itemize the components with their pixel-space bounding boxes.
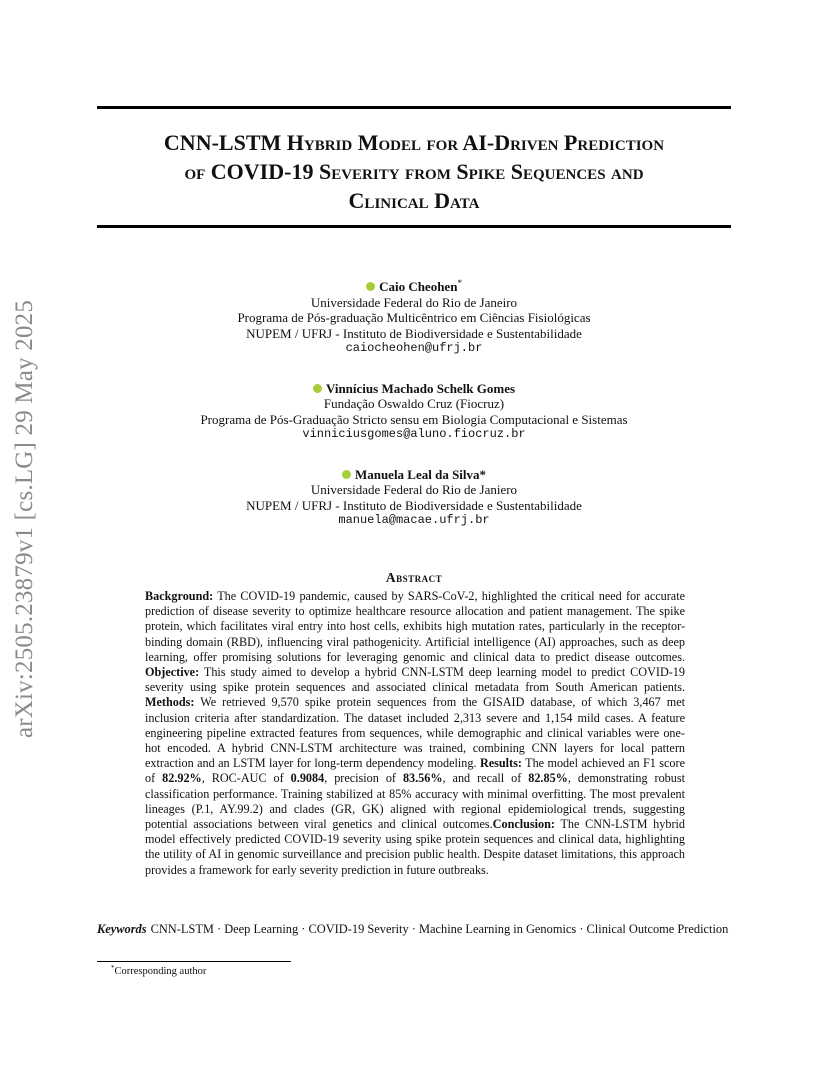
author-block (97, 467, 731, 529)
affiliation: Fundação Oswaldo Cruz (Fiocruz) (323, 396, 505, 411)
affiliation: NUPEM / UFRJ - Instituto de Biodiversidade e Sustentabilidade (246, 497, 582, 513)
keywords-text: CNN-LSTM · Deep Learning · COVID-19 Severity · Machine Learning in Genomics · Clinical Outcome Prediction (150, 922, 729, 936)
orcid-icon[interactable] (366, 282, 375, 291)
corresponding-mark: * (457, 278, 462, 288)
orcid-icon[interactable] (313, 384, 322, 393)
affiliation: Universidade Federal do Rio de Janeiro (310, 294, 518, 310)
title-line-3: Clinical Data (348, 188, 480, 213)
arxiv-identifier: arXiv:2505.23879v1 [cs.LG] 29 May 2025 (11, 299, 38, 739)
abstract-body (145, 589, 685, 878)
f1-score: 82.92% (162, 771, 202, 786)
methods-text: We retrieved 9,570 spike protein sequences from the GISAID database, of which 3,467 met inclusion criteria after standardization. The dataset included 2,313 severe and 1,154 mild cases. A feature engineering pipeline extracted features from sequences, while demographic and clinical variables were one-hot encoded. A hybrid CNN-LSTM architecture was trained, combining CNN layers for local pattern extraction and an LSTM layer for long-term dependency modeling. (145, 695, 685, 771)
title-bottom-rule (97, 225, 731, 228)
author-name: Caio Cheohen (379, 279, 458, 294)
results-text: The model achieved an F1 score of (145, 756, 685, 786)
affiliation: NUPEM / UFRJ - Instituto de Biodiversidade e Sustentabilidade (246, 325, 582, 341)
results-text: , precision of (324, 771, 403, 786)
affiliation: Programa de Pós-graduação Multicêntrico em Ciências Fisiológicas (237, 310, 591, 325)
author-name: Manuela Leal da Silva* (354, 466, 487, 482)
keywords-section (97, 922, 737, 937)
conclusion-text: The CNN-LSTM hybrid model effectively predicted COVID-19 severity using spike protein sequences and clinical data, highlighting the utility of AI in genomic surveillance and precision public health. Despite dataset limitations, this approach provides a framework for early severity prediction in future outbreaks. (145, 817, 685, 877)
roc-auc-score: 0.9084 (290, 771, 325, 786)
author-email[interactable]: manuela@macae.ufrj.br (338, 513, 490, 527)
title-top-rule (97, 106, 731, 109)
author-name: Vinnícius Machado Schelk Gomes (325, 380, 516, 396)
background-label: Background: (145, 589, 214, 603)
arxiv-sidebar (2, 280, 48, 758)
methods-label: Methods: (145, 695, 195, 710)
results-text: , ROC-AUC of (201, 771, 291, 786)
footnote (111, 964, 206, 977)
footnote-mark: * (111, 964, 115, 972)
author-block (97, 276, 731, 357)
keywords-label: Keywords (97, 922, 147, 936)
footnote-rule (97, 961, 291, 962)
author-email[interactable]: caiocheohen@ufrj.br (345, 341, 483, 355)
footnote-text: Corresponding author (114, 966, 207, 977)
precision-score: 83.56% (402, 771, 443, 786)
author-email[interactable]: vinniciusgomes@aluno.fiocruz.br (302, 427, 526, 441)
results-label: Results: (479, 756, 522, 771)
affiliation: Programa de Pós-Graduação Stricto sensu em Biologia Computacional e Sistemas (200, 411, 628, 427)
results-text: , and recall of (442, 771, 529, 786)
conclusion-label: Conclusion: (492, 817, 555, 832)
author-list (97, 276, 731, 553)
objective-text: This study aimed to develop a hybrid CNN-LSTM deep learning model to predict COVID-19 severity using spike protein sequences and associated clinical metadata from South American patients. (145, 665, 685, 695)
results-text: , demonstrating robust classification performance. Training stabilized at 85% accuracy with minimal overfitting. The most prevalent lineages (P.1, AY.99.2) and clades (GR, GK) aligned with regional epidemiological trends, suggesting potential associations between viral genetics and clinical outcomes. (145, 771, 686, 832)
paper-title (97, 128, 731, 215)
affiliation: Universidade Federal do Rio de Janiero (310, 482, 518, 497)
title-line-1: CNN-LSTM Hybrid Model for AI-Driven Prediction (163, 130, 665, 155)
background-text: The COVID-19 pandemic, caused by SARS-CoV-2, highlighted the critical need for accurate prediction of disease severity to optimize healthcare resource allocation and patient management. The spike protein, which facilitates viral entry into host cells, exhibits high mutation rates, particularly in the receptor-binding domain (RBD), influencing viral pathogenicity. Artificial intelligence (AI) approaches, such as deep learning, offer promising solutions for leveraging genomic and clinical data to predict disease outcomes. (145, 589, 685, 664)
orcid-icon[interactable] (342, 470, 351, 479)
title-line-2: of COVID-19 Severity from Spike Sequences and (184, 159, 644, 184)
recall-score: 82.85% (528, 771, 568, 786)
abstract-heading: Abstract (385, 570, 443, 585)
objective-label: Objective: (145, 665, 200, 680)
author-block (97, 381, 731, 443)
